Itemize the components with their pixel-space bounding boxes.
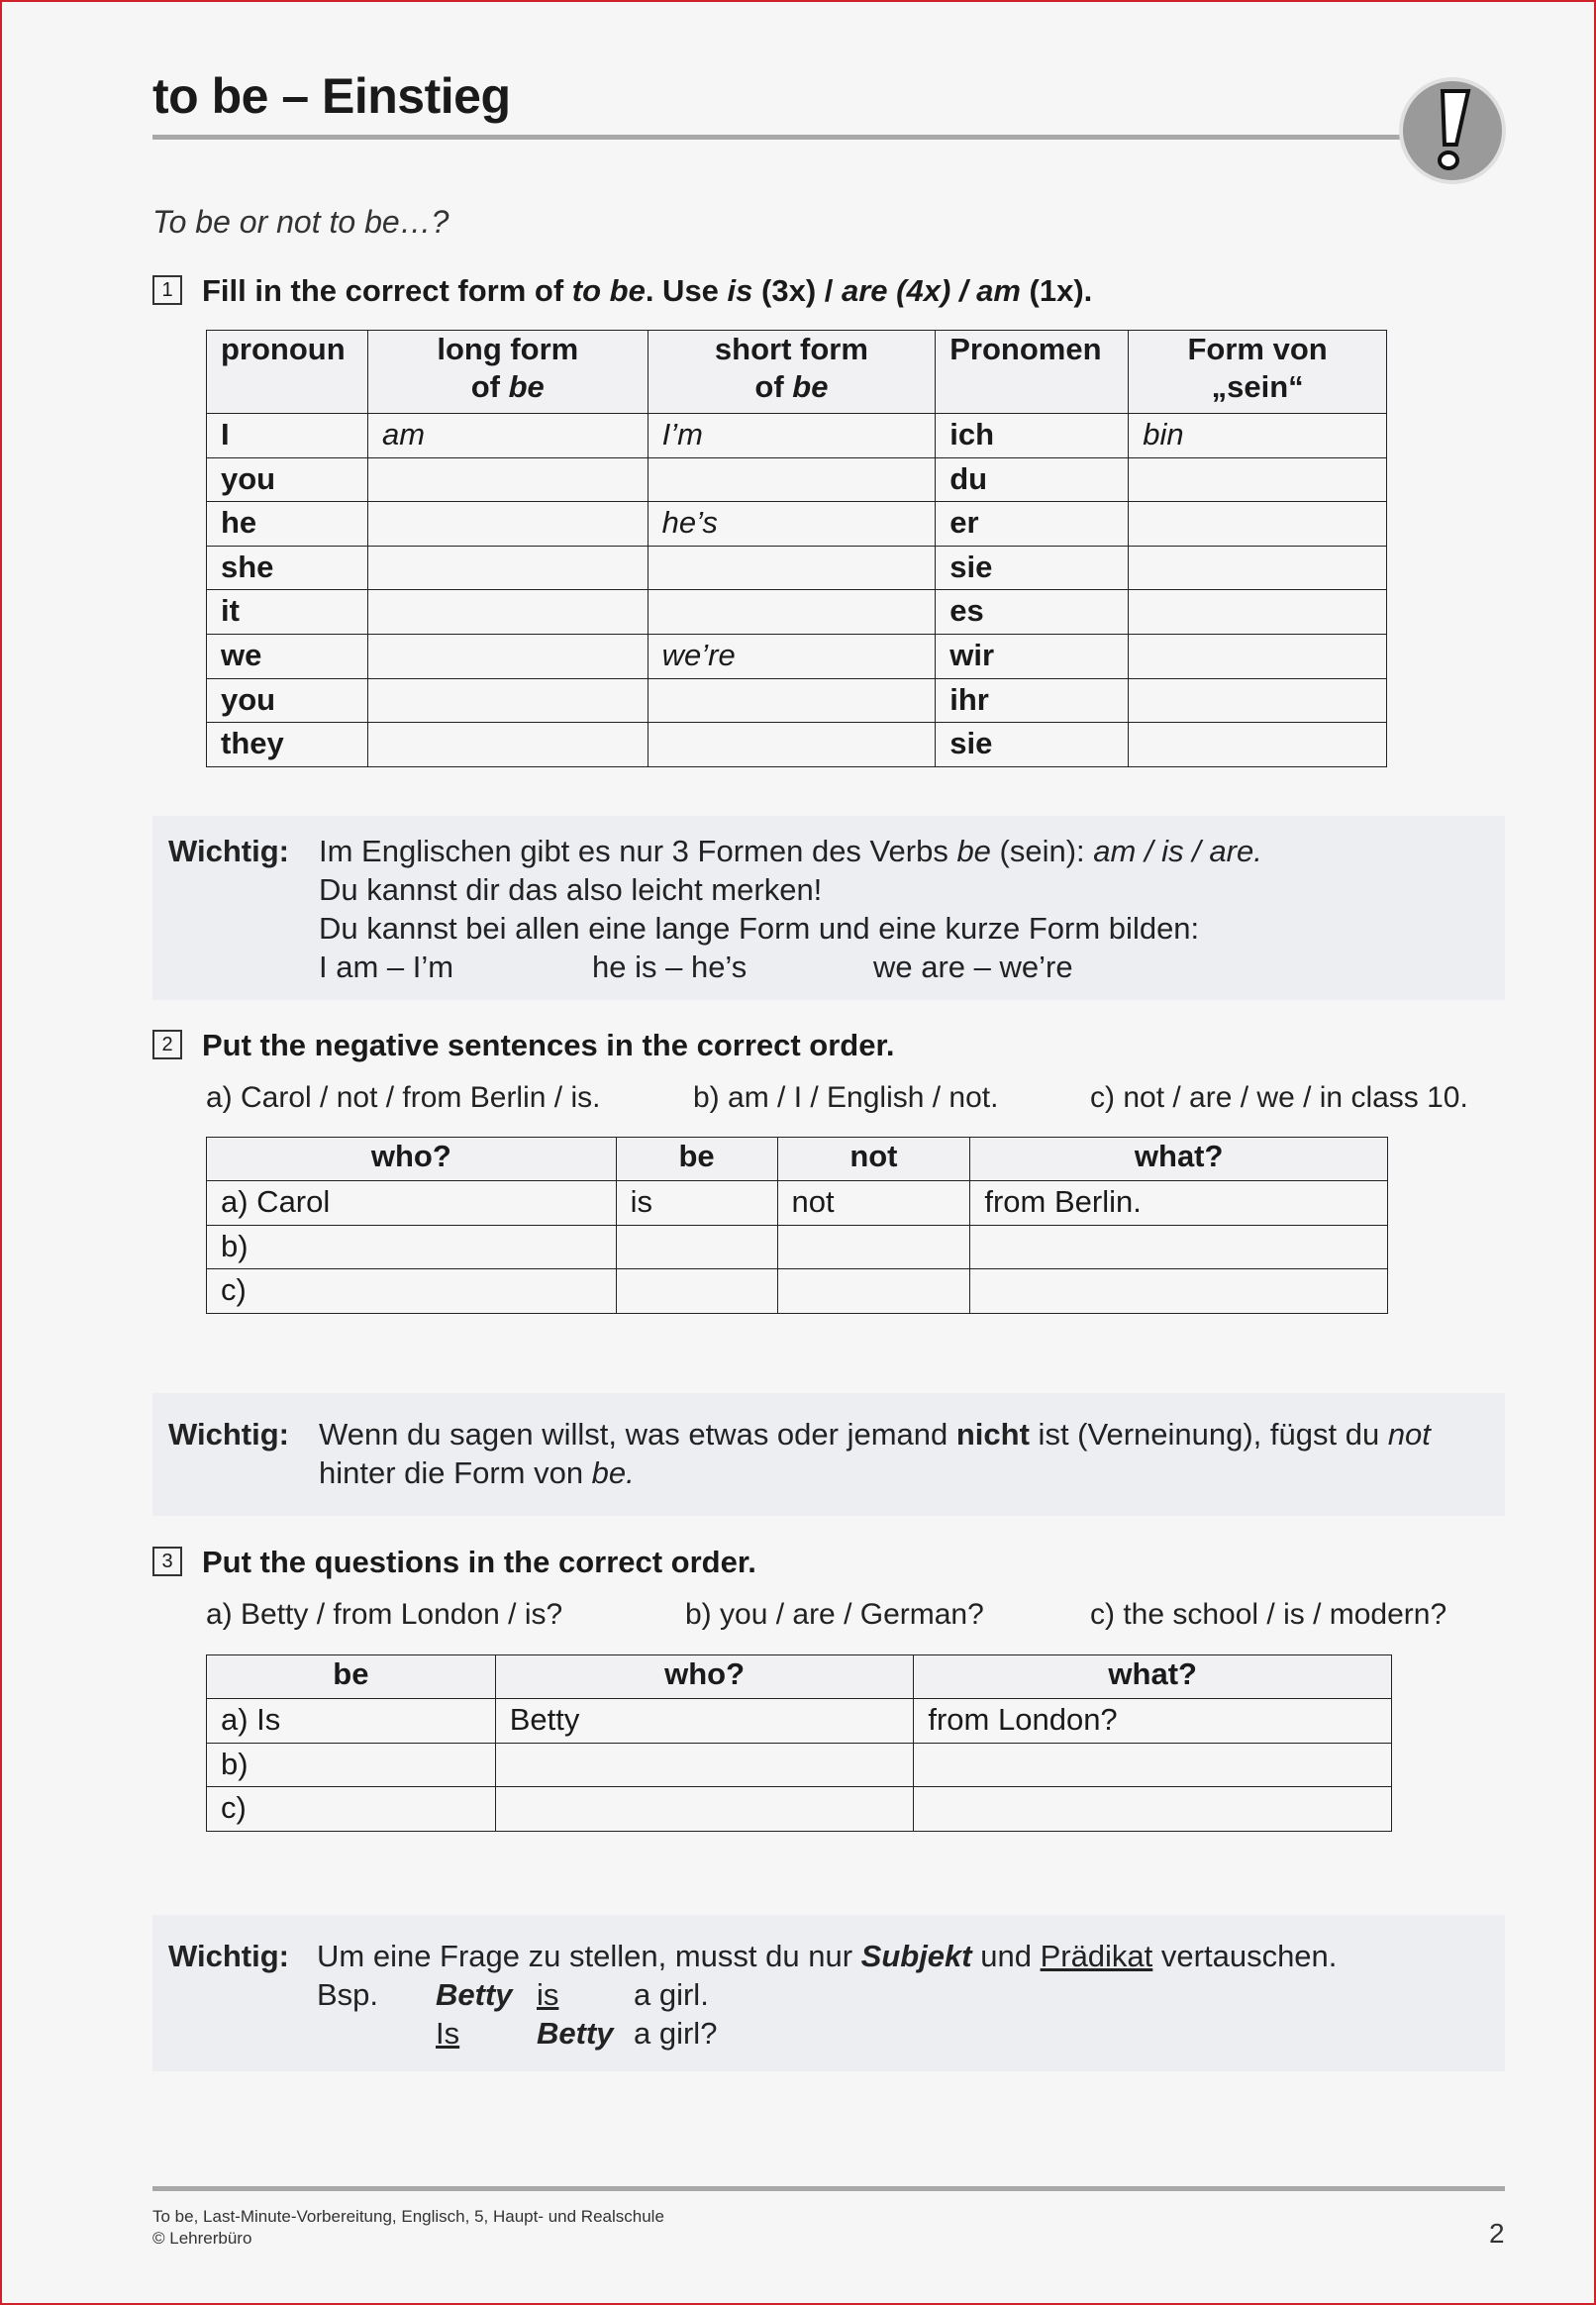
table-row [207, 502, 1387, 547]
table-cell: he [207, 502, 368, 547]
note-bsp: Bsp. [317, 1977, 379, 2012]
table-cell: she [207, 546, 368, 590]
table-cell: bin [1129, 414, 1387, 458]
answer-blank[interactable] [648, 546, 936, 590]
answer-blank[interactable] [495, 1787, 914, 1832]
table-cell: is [616, 1181, 777, 1226]
table-row [207, 1699, 1392, 1744]
prompt-item: a) Betty / from London / is? [206, 1598, 563, 1631]
task-number: 3 [152, 1547, 182, 1576]
table-cell: c) [207, 1787, 496, 1832]
answer-blank[interactable] [367, 723, 648, 767]
table-cell: I’m [648, 414, 936, 458]
task-2-instruction: 2 Put the negative sentences in the correct order. [152, 1028, 894, 1063]
table-row [207, 1225, 1388, 1269]
example-subject: Betty [537, 2016, 614, 2051]
table-header-row [207, 1655, 1392, 1699]
example-verb: is [537, 1977, 559, 2012]
answer-blank[interactable] [970, 1269, 1388, 1314]
table-cell: not [777, 1181, 970, 1226]
note-label: Wichtig: [168, 834, 289, 868]
example-subject: Betty [436, 1977, 513, 2012]
column-header: not [777, 1138, 970, 1181]
task-number: 2 [152, 1030, 182, 1059]
column-header: be [207, 1655, 496, 1699]
table-row [207, 414, 1387, 458]
answer-blank[interactable] [1129, 457, 1387, 502]
answer-blank[interactable] [495, 1743, 914, 1787]
table-cell: er [936, 502, 1129, 547]
table-cell: sie [936, 546, 1129, 590]
table-cell: b) [207, 1743, 496, 1787]
note-box-2 [152, 1393, 1505, 1516]
table-row [207, 1269, 1388, 1314]
answer-blank[interactable] [616, 1269, 777, 1314]
answer-blank[interactable] [1129, 590, 1387, 635]
prompt-item: b) am / I / English / not. [693, 1081, 999, 1114]
answer-blank[interactable] [648, 457, 936, 502]
table-cell: it [207, 590, 368, 635]
header-pronoun: pronoun [207, 331, 368, 414]
table-cell: a) Carol [207, 1181, 617, 1226]
page-title: to be – Einstieg [152, 68, 511, 124]
table-cell: Betty [495, 1699, 914, 1744]
answer-blank[interactable] [1129, 723, 1387, 767]
negative-table [206, 1137, 1388, 1314]
answer-blank[interactable] [648, 723, 936, 767]
task-1-instruction: 1 Fill in the correct form of to be. Use is (3x) / are (4x) / am (1x). [152, 273, 1092, 309]
table-cell: we [207, 634, 368, 678]
table-row [207, 1181, 1388, 1226]
table-cell: from London? [914, 1699, 1392, 1744]
table-cell: you [207, 457, 368, 502]
example-rest: a girl. [634, 1977, 709, 2012]
prompt-item: c) not / are / we / in class 10. [1090, 1081, 1468, 1114]
task-number: 1 [152, 275, 182, 305]
note-line: hinter die Form von be. [319, 1455, 635, 1490]
note-example: I am – I’m [319, 950, 454, 984]
note-line: Du kannst dir das also leicht merken! [319, 872, 823, 907]
answer-blank[interactable] [616, 1225, 777, 1269]
table-header-row [207, 1138, 1388, 1181]
column-header: who? [207, 1138, 617, 1181]
prompt-item: c) the school / is / modern? [1090, 1598, 1447, 1631]
question-table [206, 1654, 1392, 1832]
task-3-instruction: 3 Put the questions in the correct order. [152, 1545, 756, 1580]
answer-blank[interactable] [648, 590, 936, 635]
table-row [207, 590, 1387, 635]
note-label: Wichtig: [168, 1939, 289, 1973]
column-header: be [616, 1138, 777, 1181]
table-row [207, 546, 1387, 590]
answer-blank[interactable] [1129, 678, 1387, 723]
table-row [207, 457, 1387, 502]
answer-blank[interactable] [1129, 634, 1387, 678]
title-divider [152, 135, 1440, 140]
answer-blank[interactable] [367, 590, 648, 635]
page-number: 2 [1489, 2218, 1505, 2249]
column-header: who? [495, 1655, 914, 1699]
answer-blank[interactable] [367, 546, 648, 590]
table-cell: wir [936, 634, 1129, 678]
table-row [207, 1743, 1392, 1787]
answer-blank[interactable] [367, 634, 648, 678]
header-pronomen: Pronomen [936, 331, 1129, 414]
table-row [207, 723, 1387, 767]
answer-blank[interactable] [1129, 546, 1387, 590]
table-cell: ich [936, 414, 1129, 458]
note-label: Wichtig: [168, 1417, 289, 1452]
table-cell: sie [936, 723, 1129, 767]
table-cell: ihr [936, 678, 1129, 723]
table-cell: from Berlin. [970, 1181, 1388, 1226]
note-line: Du kannst bei allen eine lange Form und eine kurze Form bilden: [319, 911, 1200, 946]
table-row [207, 1787, 1392, 1832]
note-line: Wenn du sagen willst, was etwas oder jemand nicht ist (Verneinung), fügst du not [319, 1417, 1431, 1452]
answer-blank[interactable] [914, 1787, 1392, 1832]
header-long-form: long form of be [367, 331, 648, 414]
pronoun-table [206, 330, 1387, 767]
answer-blank[interactable] [648, 678, 936, 723]
table-cell: a) Is [207, 1699, 496, 1744]
prompt-item: b) you / are / German? [685, 1598, 984, 1631]
answer-blank[interactable] [367, 502, 648, 547]
note-line: Um eine Frage zu stellen, musst du nur Subjekt und Prädikat vertauschen. [317, 1939, 1338, 1973]
table-cell: am [367, 414, 648, 458]
table-cell: he’s [648, 502, 936, 547]
note-example: he is – he’s [592, 950, 748, 984]
answer-blank[interactable] [367, 678, 648, 723]
example-verb: Is [436, 2016, 460, 2051]
header-form-von-sein: Form von „sein“ [1129, 331, 1387, 414]
table-cell: I [207, 414, 368, 458]
answer-blank[interactable] [367, 457, 648, 502]
table-row [207, 634, 1387, 678]
note-example: we are – we’re [873, 950, 1073, 984]
header-short-form: short form of be [648, 331, 936, 414]
answer-blank[interactable] [914, 1743, 1392, 1787]
answer-blank[interactable] [970, 1225, 1388, 1269]
table-cell: b) [207, 1225, 617, 1269]
table-row [207, 678, 1387, 723]
subtitle: To be or not to be…? [152, 204, 449, 240]
footer-text: To be, Last-Minute-Vorbereitung, Englisch, 5, Haupt- und Realschule © Lehrerbüro [152, 2207, 664, 2248]
table-cell: es [936, 590, 1129, 635]
exclamation-icon [1399, 77, 1506, 184]
example-rest: a girl? [634, 2016, 718, 2051]
table-cell: c) [207, 1269, 617, 1314]
answer-blank[interactable] [777, 1269, 970, 1314]
table-cell: du [936, 457, 1129, 502]
note-box-3 [152, 1915, 1505, 2071]
note-box-1 [152, 816, 1505, 1000]
answer-blank[interactable] [1129, 502, 1387, 547]
table-cell: you [207, 678, 368, 723]
table-cell: we’re [648, 634, 936, 678]
answer-blank[interactable] [777, 1225, 970, 1269]
footer-divider [152, 2186, 1505, 2191]
prompt-item: a) Carol / not / from Berlin / is. [206, 1081, 601, 1114]
column-header: what? [970, 1138, 1388, 1181]
table-cell: they [207, 723, 368, 767]
column-header: what? [914, 1655, 1392, 1699]
note-line: Im Englischen gibt es nur 3 Formen des Verbs be (sein): am / is / are. [319, 834, 1262, 868]
